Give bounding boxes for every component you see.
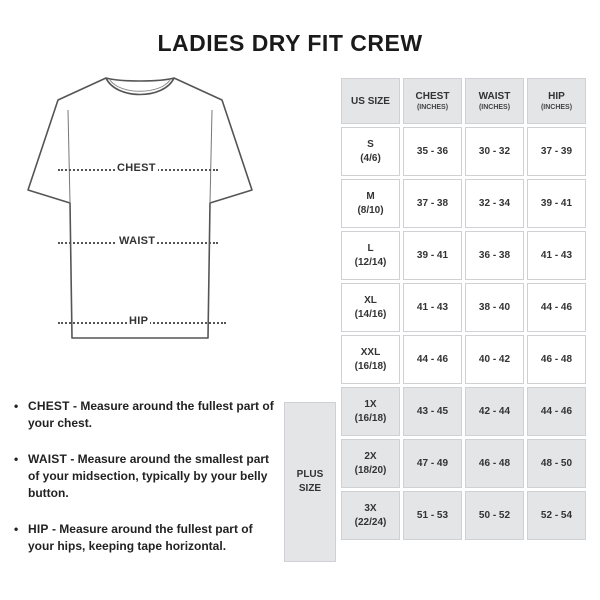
table-row <box>341 179 586 228</box>
bullet-icon: • <box>14 452 19 466</box>
note-description: - Measure around the fullest part of your chest. <box>28 399 274 430</box>
note-description: - Measure around the smallest part of your midsection, typically by your belly button. <box>28 452 270 500</box>
plus-size-label-line1: PLUS <box>296 469 324 480</box>
waist-cell: 46 - 48 <box>465 439 524 488</box>
plus-size-label-line2: SIZE <box>298 483 322 494</box>
chest-cell: 35 - 36 <box>403 127 462 176</box>
chest-cell: 43 - 45 <box>403 387 462 436</box>
page-title: LADIES DRY FIT CREW <box>157 30 423 56</box>
measurement-notes <box>14 398 276 574</box>
waist-cell: 50 - 52 <box>465 491 524 540</box>
bullet-icon: • <box>14 399 19 413</box>
waist-cell: 30 - 32 <box>465 127 524 176</box>
header-waist: WAIST (INCHES) <box>465 78 524 124</box>
size-chart-table <box>338 75 589 543</box>
table-header-row <box>341 78 586 124</box>
hip-cell: 52 - 54 <box>527 491 586 540</box>
header-hip: HIP (INCHES) <box>527 78 586 124</box>
tshirt-outline <box>28 78 252 338</box>
size-cell: XXL (16/18) <box>341 335 400 384</box>
table-row <box>341 335 586 384</box>
chest-cell: 39 - 41 <box>403 231 462 280</box>
chest-cell: 44 - 46 <box>403 335 462 384</box>
table-row <box>341 127 586 176</box>
chest-cell: 37 - 38 <box>403 179 462 228</box>
hip-cell: 44 - 46 <box>527 387 586 436</box>
size-cell: XL (14/16) <box>341 283 400 332</box>
chest-cell: 51 - 53 <box>403 491 462 540</box>
plus-size-label <box>284 402 336 562</box>
waist-cell: 38 - 40 <box>465 283 524 332</box>
waist-cell: 42 - 44 <box>465 387 524 436</box>
hip-cell: 48 - 50 <box>527 439 586 488</box>
size-cell: 2X (18/20) <box>341 439 400 488</box>
chest-cell: 47 - 49 <box>403 439 462 488</box>
bullet-icon: • <box>14 522 19 536</box>
hip-cell: 39 - 41 <box>527 179 586 228</box>
header-chest: CHEST (INCHES) <box>403 78 462 124</box>
hip-cell: 46 - 48 <box>527 335 586 384</box>
waist-cell: 40 - 42 <box>465 335 524 384</box>
size-cell: L (12/14) <box>341 231 400 280</box>
size-cell: S (4/6) <box>341 127 400 176</box>
waist-cell: 36 - 38 <box>465 231 524 280</box>
hip-label: HIP <box>129 315 149 327</box>
plus-table-row <box>341 491 586 540</box>
hip-cell: 37 - 39 <box>527 127 586 176</box>
chest-cell: 41 - 43 <box>403 283 462 332</box>
note-label: WAIST <box>28 452 67 466</box>
chest-label: CHEST <box>117 162 156 174</box>
list-item <box>14 451 276 502</box>
note-description: - Measure around the fullest part of your hips, keeping tape horizontal. <box>28 522 253 553</box>
hip-cell: 41 - 43 <box>527 231 586 280</box>
note-label: HIP <box>28 522 49 536</box>
table-row <box>341 231 586 280</box>
tshirt-diagram <box>20 70 260 345</box>
plus-table-row <box>341 387 586 436</box>
size-cell: 3X (22/24) <box>341 491 400 540</box>
size-cell: M (8/10) <box>341 179 400 228</box>
plus-table-row <box>341 439 586 488</box>
hip-cell: 44 - 46 <box>527 283 586 332</box>
list-item <box>14 521 276 555</box>
waist-cell: 32 - 34 <box>465 179 524 228</box>
header-us-size: US SIZE <box>341 78 400 124</box>
table-row <box>341 283 586 332</box>
note-label: CHEST <box>28 399 70 413</box>
waist-label: WAIST <box>119 235 156 247</box>
list-item <box>14 398 276 432</box>
size-cell: 1X (16/18) <box>341 387 400 436</box>
